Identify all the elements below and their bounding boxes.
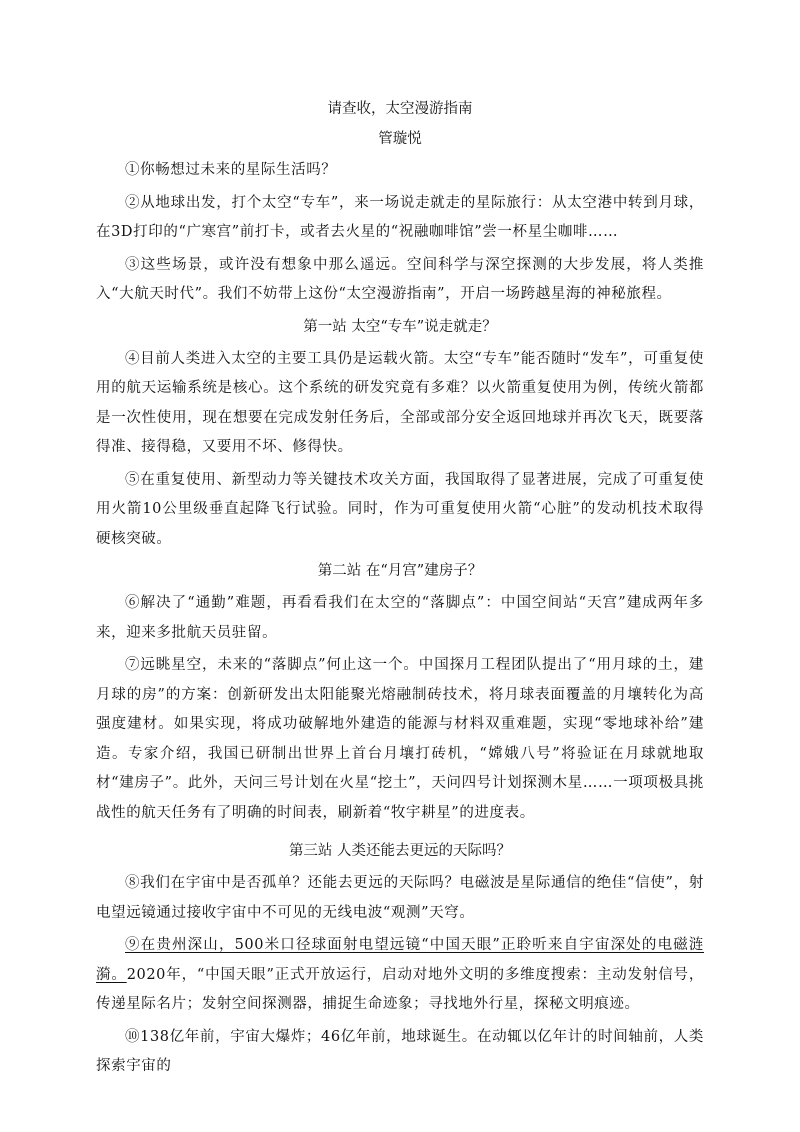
section-heading-1: 第一站 太空“专车”说走就走？: [303, 318, 497, 335]
section-heading-3: 第三站 人类还能去更远的天际吗？: [288, 843, 512, 859]
paragraph-10: ⑩138亿年前，宇宙大爆炸；46亿年前，地球诞生。在动辄以亿年计的时间轴前，人类探索宇宙的: [96, 1028, 704, 1074]
paragraph-3: ③这些场景，或许没有想象中那么遥远。空间科学与深空探测的大步发展，将人类推入“大航天时代”。我们不妨带上这份“太空漫游指南”，开启一场跨越星海的神秘旅程。: [96, 256, 704, 302]
paragraph-9-rest: 2020年，“中国天眼”正式开放运行，启动对地外文明的多维度搜索：主动发射信号，传递星际名片；发射空间探测器，捕捉生命迹象；寻找地外行星，探秘文明痕迹。: [96, 966, 704, 1012]
paragraph-8: ⑧我们在宇宙中是否孤单？还能去更远的天际吗？电磁波是星际通信的绝佳“信使”，射电望远镜通过接收宇宙中不可见的无线电波“观测”天穹。: [96, 875, 704, 921]
section-heading-2: 第二站 在“月宫”建房子？: [317, 563, 483, 579]
paragraph-1: ①你畅想过未来的星际生活吗？: [125, 162, 337, 178]
underlined-sentence: ⑨在贵州深山，500米口径球面射电望远镜“中国天眼”正聆听来自宇宙深处的电磁涟漪。: [96, 937, 704, 983]
paragraph-9: [96, 931, 704, 1020]
article-author: 管璇悦: [378, 131, 422, 147]
paragraph-7: ⑦远眺星空，未来的“落脚点”何止这一个。中国探月工程团队提出了“用月球的土，建月球的房”的方案：创新研发出太阳能聚光熔融制砖技术，将月球表面覆盖的月壤转化为高强度建材。如果实现，将成功破解地外建造的能源与材料双重难题，实现“零地球补给”建造。专家介绍，我国已研制出世界上首台月壤打砖机，“嫦娥八号”将验证在月球就地取材“建房子”。此外，天问三号计划在火星“挖土”，天问四号计划探测木星……一项项极具挑战性的航天任务有了明确的时间表，刷新着“牧宇耕星”的进度表。: [96, 657, 704, 821]
article-title: 请查收，太空漫游指南: [327, 101, 473, 117]
paragraph-2: ②从地球出发，打个太空“专车”，来一场说走就走的星际旅行：从太空港中转到月球，在3D打印的“广寒宫”前打卡，或者去火星的“祝融咖啡馆”尝一杯星尘咖啡……: [96, 194, 704, 240]
paragraph-4: ④目前人类进入太空的主要工具仍是运载火箭。太空“专车”能否随时“发车”，可重复使用的航天运输系统是核心。这个系统的研发究竟有多难？以火箭重复使用为例，传统火箭都是一次性使用，现在想要在完成发射任务后，全部或部分安全返回地球并再次飞天，既要落得准、接得稳，又要用不坏、修得快。: [96, 350, 704, 455]
paragraph-5: ⑤在重复使用、新型动力等关键技术攻关方面，我国取得了显著进展，完成了可重复使用火箭10公里级垂直起降飞行试验。同时，作为可重复使用火箭“心脏”的发动机技术取得硬核突破。: [96, 471, 704, 547]
paragraph-6: ⑥解决了“通勤”难题，再看看我们在太空的“落脚点”：中国空间站“天宫”建成两年多来，迎来多批航天员驻留。: [96, 595, 704, 641]
